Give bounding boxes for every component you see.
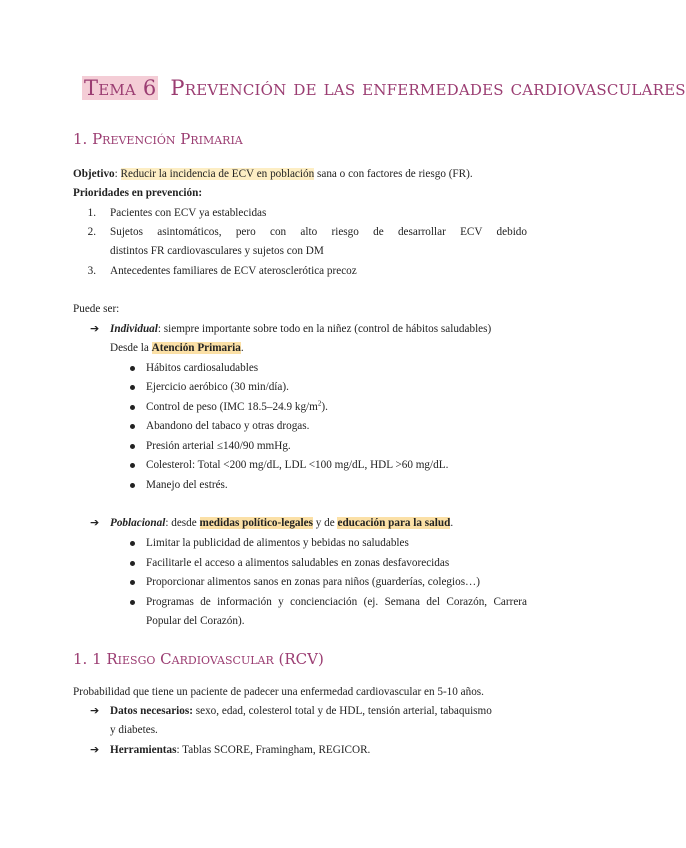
arrow-icon: ➔ <box>90 704 100 717</box>
objetivo-line <box>73 166 473 182</box>
list-item: Programas de información y concienciación (ej. Semana del Corazón, Carrera <box>146 596 527 608</box>
priority-item: Pacientes con ECV ya establecidas <box>110 207 267 219</box>
datos-cont: y diabetes. <box>110 724 158 736</box>
objetivo-highlight: Reducir la incidencia de ECV en población <box>120 168 315 180</box>
list-item: Presión arterial ≤140/90 mmHg. <box>146 440 291 452</box>
bullet-icon <box>130 444 135 449</box>
priority-number: 1. <box>87 207 96 219</box>
bullet-icon <box>130 405 135 410</box>
poblacional-text3: . <box>450 517 454 529</box>
bullet-icon <box>130 385 135 390</box>
bullet-icon <box>130 483 135 488</box>
bullet-icon <box>130 366 135 371</box>
list-item-cont: Popular del Corazón). <box>146 615 245 627</box>
imc-text: Control de peso (IMC 18.5–24.9 kg/m <box>146 401 318 413</box>
title-tema: Tema 6 <box>84 76 157 100</box>
priority-number: 2. <box>87 226 96 238</box>
imc-sup: 2 <box>317 399 322 408</box>
priority-item: Sujetos asintomáticos, pero con alto riesgo de desarrollar ECV debido <box>110 226 527 238</box>
herramientas-text: : Tablas SCORE, Framingham, REGICOR. <box>176 744 371 756</box>
desde-line <box>110 340 244 356</box>
priority-item-cont: distintos FR cardiovasculares y sujetos con DM <box>110 245 324 257</box>
puede-ser: Puede ser: <box>73 303 120 315</box>
arrow-icon: ➔ <box>90 743 100 756</box>
educacion-highlight: educación para la salud <box>337 517 451 529</box>
bullet-icon <box>130 580 135 585</box>
list-item-imc <box>146 399 328 415</box>
objetivo-sep: : <box>114 168 121 180</box>
list-item: Ejercicio aeróbico (30 min/día). <box>146 381 289 393</box>
poblacional-line <box>110 515 453 531</box>
list-item: Manejo del estrés. <box>146 479 228 491</box>
rcv-intro: Probabilidad que tiene un paciente de padecer una enfermedad cardiovascular en 5-10 años. <box>73 686 484 698</box>
priority-number: 3. <box>87 265 96 277</box>
medidas-highlight: medidas político-legales <box>199 517 313 529</box>
poblacional-text1: : desde <box>165 517 200 529</box>
bullet-icon <box>130 424 135 429</box>
imc-end: ). <box>321 401 328 413</box>
herramientas-line <box>110 742 370 758</box>
arrow-icon: ➔ <box>90 322 100 335</box>
prioridades-label-text: Prioridades en prevención: <box>73 187 203 199</box>
datos-label: Datos necesarios: <box>110 705 193 717</box>
section-heading-prevencion-primaria: 1. Prevención Primaria <box>73 130 243 148</box>
herramientas-label: Herramientas <box>110 744 177 756</box>
list-item: Hábitos cardiosaludables <box>146 362 259 374</box>
individual-text: : siempre importante sobre todo en la niñez (control de hábitos saludables) <box>157 323 492 335</box>
list-item: Facilitarle el acceso a alimentos saludables en zonas desfavorecidas <box>146 557 450 569</box>
desde-text: Desde la <box>110 342 152 354</box>
list-item: Abandono del tabaco y otras drogas. <box>146 420 310 432</box>
poblacional-label: Poblacional <box>110 517 166 529</box>
bullet-icon <box>130 600 135 605</box>
page-title <box>82 76 686 100</box>
datos-line <box>110 703 492 719</box>
arrow-icon: ➔ <box>90 516 100 529</box>
section-heading-riesgo-cardiovascular: 1. 1 Riesgo Cardiovascular (RCV) <box>73 650 324 668</box>
list-item: Proporcionar alimentos sanos en zonas para niños (guarderías, colegios…) <box>146 576 480 588</box>
title-text: Prevención de las enfermedades cardiovasculares <box>170 76 686 100</box>
desde-end: . <box>240 342 244 354</box>
bullet-icon <box>130 561 135 566</box>
objetivo-label: Objetivo <box>73 168 115 180</box>
prioridades-label <box>73 185 202 201</box>
datos-text: sexo, edad, colesterol total y de HDL, tensión arterial, tabaquismo <box>192 705 492 717</box>
priority-item: Antecedentes familiares de ECV aterosclerótica precoz <box>110 265 357 277</box>
bullet-icon <box>130 463 135 468</box>
individual-line <box>110 321 491 337</box>
poblacional-text2: y de <box>312 517 338 529</box>
list-item: Colesterol: Total <200 mg/dL, LDL <100 mg/dL, HDL >60 mg/dL. <box>146 459 449 471</box>
individual-label: Individual <box>110 323 158 335</box>
list-item: Limitar la publicidad de alimentos y bebidas no saludables <box>146 537 409 549</box>
atencion-primaria-highlight: Atención Primaria <box>151 342 241 354</box>
bullet-icon <box>130 541 135 546</box>
objetivo-rest: sana o con factores de riesgo (FR). <box>314 168 473 180</box>
